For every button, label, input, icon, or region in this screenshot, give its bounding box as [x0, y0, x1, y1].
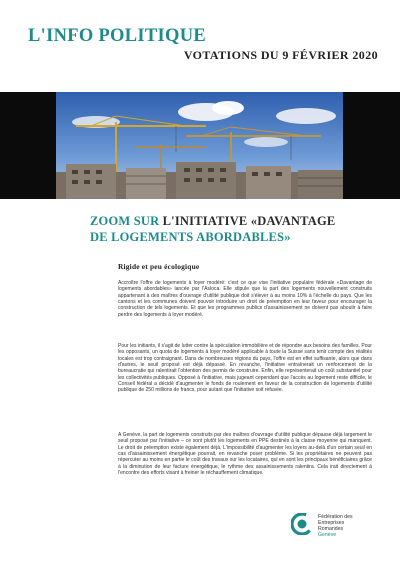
photo-band — [0, 92, 400, 199]
section-title-line2: DE LOGEMENTS ABORDABLES» — [90, 230, 291, 244]
construction-cranes-icon — [56, 92, 343, 199]
paragraph-1: Accroître l'offre de logements à loyer modéré: c'est ce que vise l'initiative populaire fédérale «Davantage de logements abordables» lancée par l'Asloca. Elle stipule que la part des logements nouvellement construits appartenant à des maîtres d'ouvrage d'utilité publique doit s'élever à au moins 10% à l'échelle du pays. Que les cantons et les communes doivent pouvoir introduire un droit de préemption en leur faveur pour encourager la construction de tels logements. Et que les programmes publics d'assainissement ne doivent pas aboutir à faire perdre des logements à loyer modéré. — [118, 280, 372, 318]
logo-text — [318, 514, 353, 538]
page-title: L'INFO POLITIQUE — [28, 26, 207, 46]
paragraph-2: Pour les initiants, il s'agit de lutter contre la spéculation immobilière et de répondre aux besoins des familles. Pour les opposants, un quota de logements à loyer modéré applicable à toute la Suisse sans tenir compte des réalités locales est trop contraignant. Dans de nombreuses régions du pays, l'offre est en effet suffisante, alors que dans d'autres, le seuil proposé est déjà dépassé. En revanche, l'initiative entraînerait un renforcement de la bureaucratie qui ralentirait l'obtention des permis de construire. Enfin, elle représenterait un coût substantiel pour les collectivités publiques. Opposé à l'initiative, mais jugeant cependant que l'accès au logement reste difficile, le Conseil fédéral a décidé d'augmenter le fonds de roulement en faveur de la construction de logements d'utilité publique de 250 millions de francs, pour autant que l'initiative soit refusée. — [118, 343, 372, 394]
construction-photo — [56, 92, 343, 199]
page-header — [28, 26, 378, 63]
logo-line-4: Genève — [318, 532, 337, 539]
section-title-line1: L'INITIATIVE «DAVANTAGE — [159, 214, 336, 228]
subheading: Rigide et peu écologique — [118, 262, 200, 271]
fer-geneve-logo — [291, 513, 381, 547]
section-title-prefix: ZOOM SUR — [90, 214, 160, 228]
fer-logo-icon — [291, 513, 313, 535]
page-subtitle: VOTATIONS DU 9 FÉVRIER 2020 — [183, 48, 378, 62]
logo-line-2: Entreprises — [318, 520, 345, 527]
logo-line-1: Fédération des — [318, 514, 353, 520]
section-title — [90, 213, 390, 245]
paragraph-3: A Genève, la part de logements construits par des maîtres d'ouvrage d'utilité publique dépasse déjà largement le seuil proposé par l'initiative – ce sont plutôt les logements en PPE destinés à la classe moyenne qui manquent. Le droit de préemption existe également déjà. L'impossibilité d'augmenter les loyers au-delà d'un certain seuil en cas d'assainissement énergétique pourrait, en revanche poser problème. Si les propriétaires ne peuvent pas répercuter au moins en partie le coût des travaux sur les locataires, qui en sont les principaux bénéficiaires grâce à la diminution de leur facture énergétique, le rythme des assainissements ralentira. Cela irait directement à l'encontre des efforts visant à freiner le réchauffement climatique. — [118, 432, 372, 477]
logo-line-3: Romandes — [318, 526, 344, 533]
